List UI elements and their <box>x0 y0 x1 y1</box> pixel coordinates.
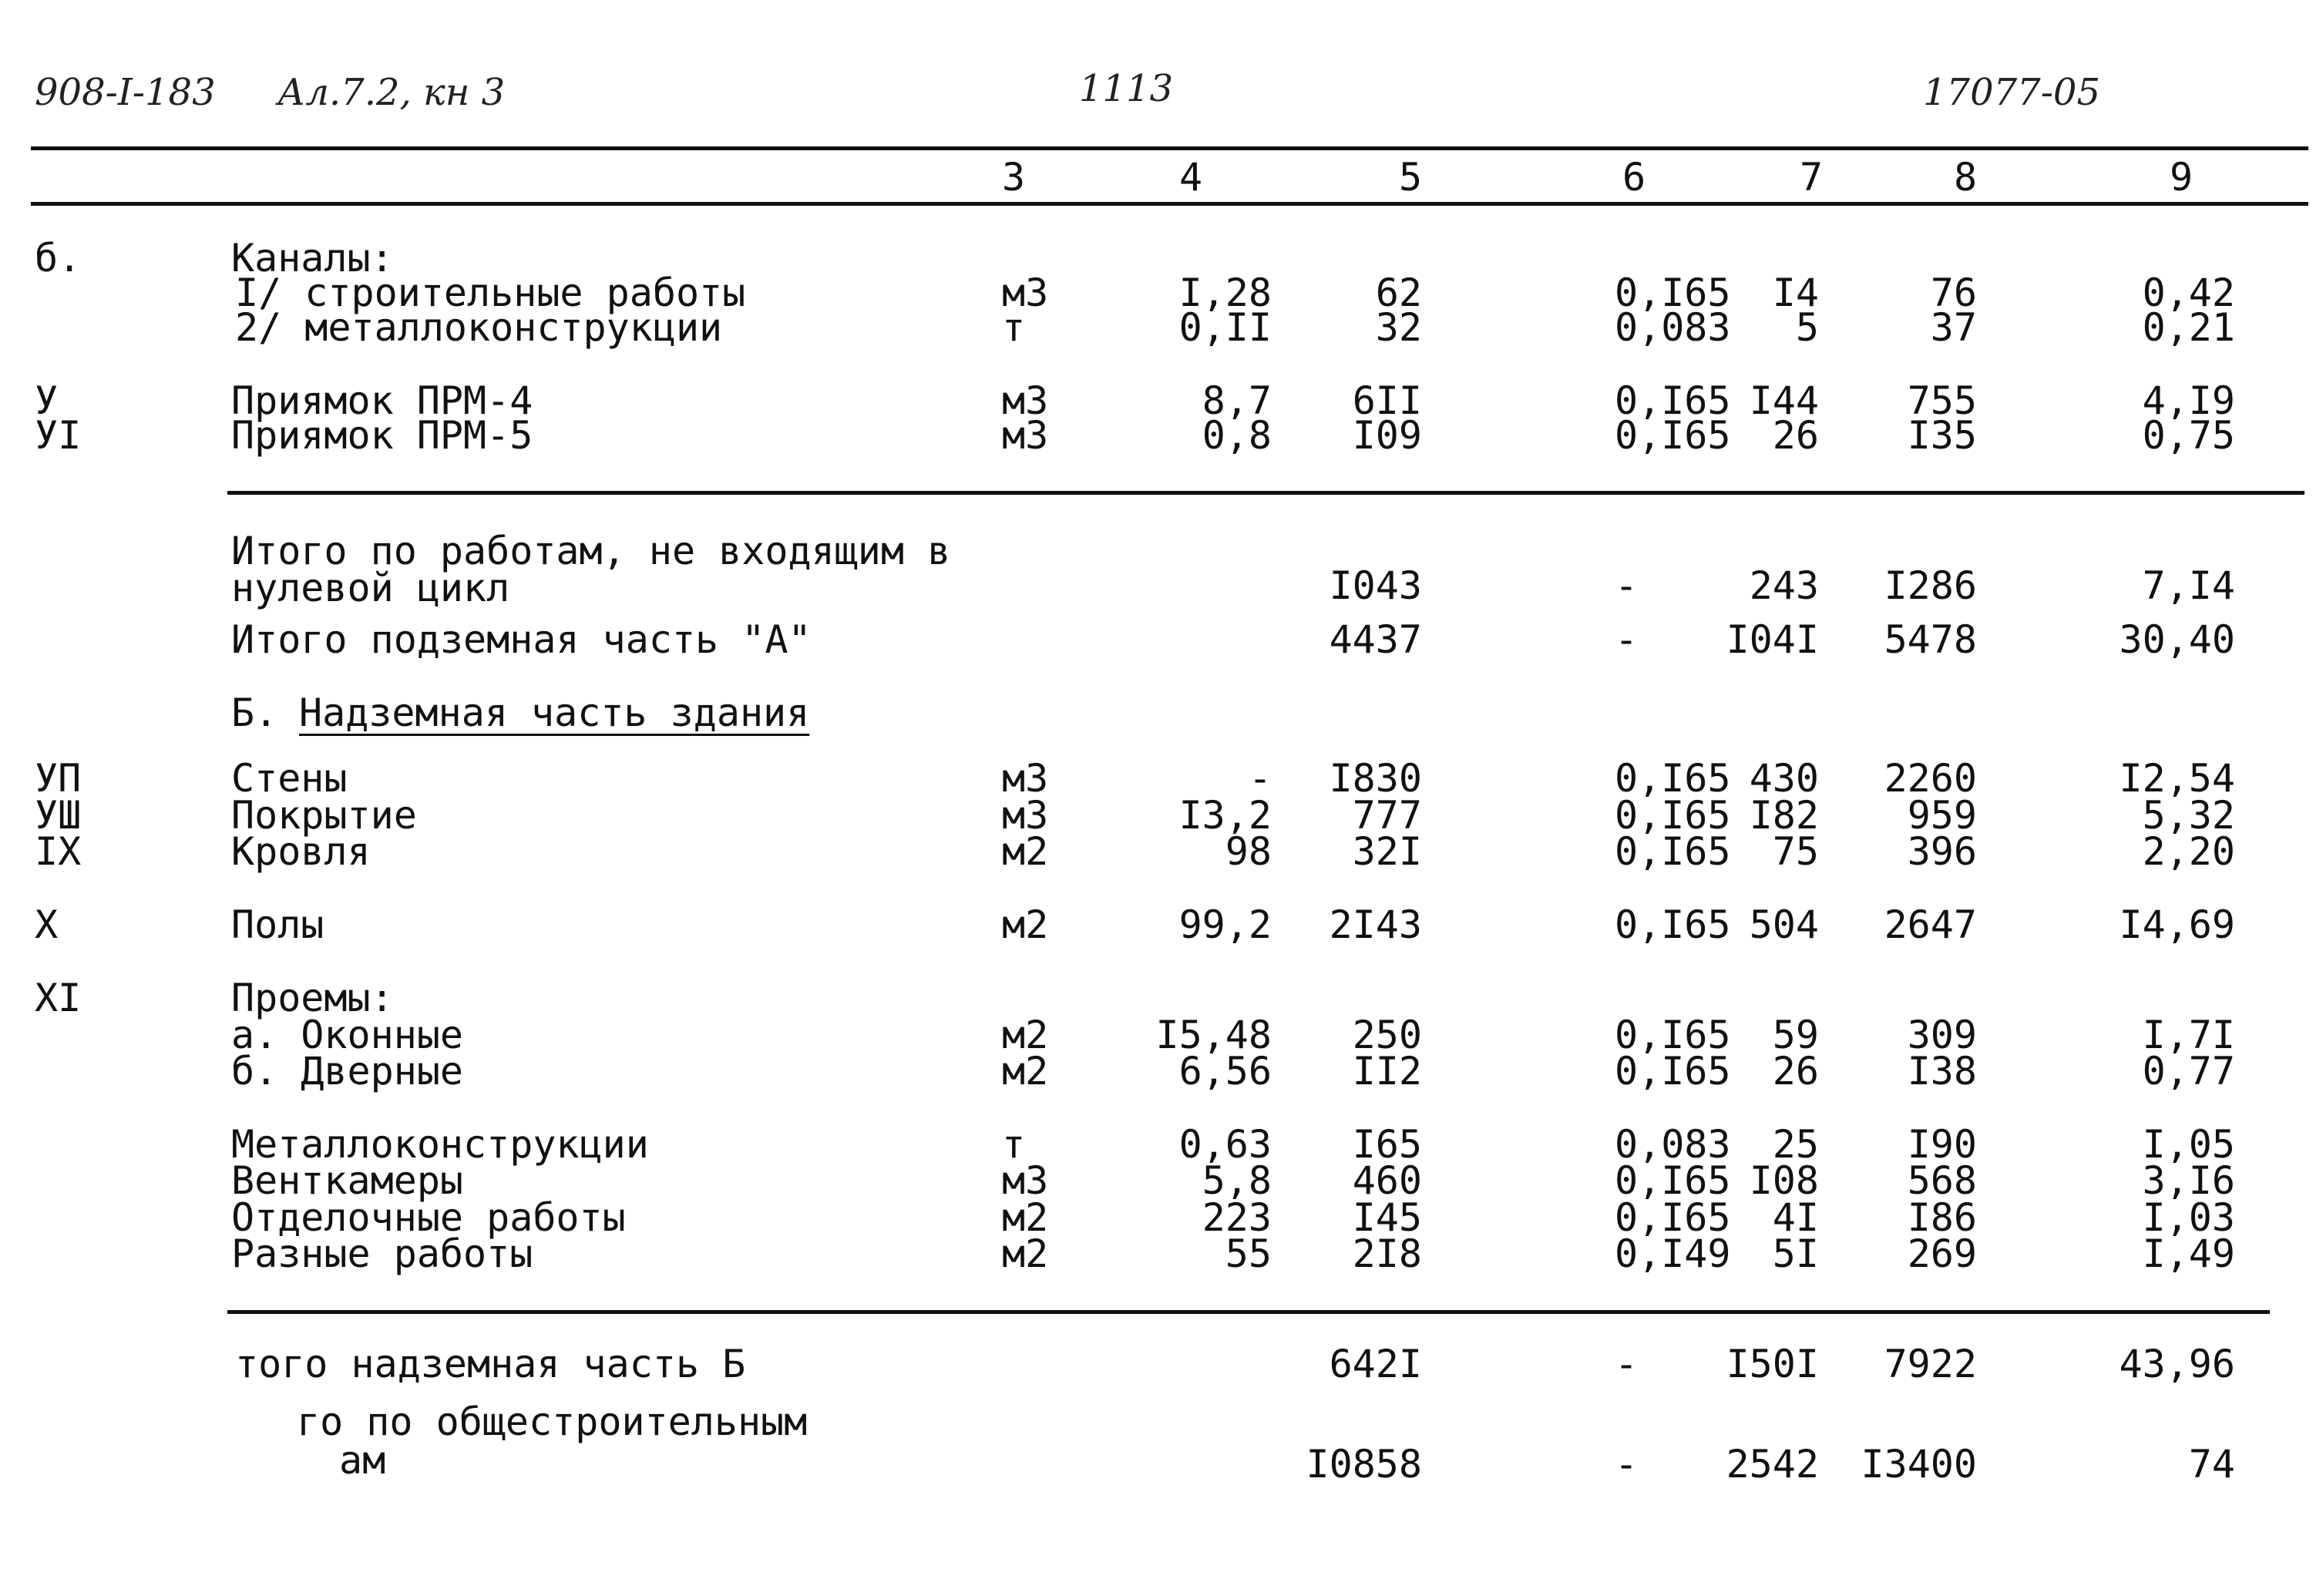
work-name: Проемы: <box>231 976 394 1020</box>
work-name: Металлоконструкции <box>231 1122 649 1167</box>
quantity: 8,7 <box>1202 378 1272 423</box>
cost: 2I43 <box>1329 902 1422 947</box>
total-value-6: - <box>1615 1342 1639 1386</box>
value-7: 5I <box>1772 1231 1819 1276</box>
unit: м3 <box>1002 413 1049 458</box>
total-value-6: - <box>1615 1442 1639 1487</box>
value-9: 4,I9 <box>2142 378 2235 423</box>
work-name: Отделочные работы <box>231 1195 626 1240</box>
work-name: Полы <box>231 902 324 947</box>
value-9: I,05 <box>2142 1122 2235 1167</box>
value-7: 26 <box>1772 1049 1819 1094</box>
value-8: 269 <box>1907 1231 1977 1276</box>
value-8: 568 <box>1907 1158 1977 1203</box>
quantity: 0,II <box>1178 305 1272 350</box>
cost: 777 <box>1352 793 1422 838</box>
unit: м3 <box>1002 756 1049 801</box>
work-name: а. Оконные <box>231 1013 464 1057</box>
value-7: I82 <box>1749 793 1819 838</box>
total-value-9: 30,40 <box>2119 617 2235 662</box>
row-number: УШ <box>35 793 82 838</box>
value-7: 75 <box>1772 829 1819 874</box>
value-7: I44 <box>1749 378 1819 423</box>
coefficient: 0,I65 <box>1615 793 1731 838</box>
value-9: 0,77 <box>2142 1049 2235 1094</box>
cost: I65 <box>1352 1122 1422 1167</box>
total-value-7: I04I <box>1726 617 1819 662</box>
quantity: 98 <box>1225 829 1272 874</box>
total-value-9: 7,I4 <box>2142 563 2235 608</box>
value-8: I86 <box>1907 1195 1977 1240</box>
cost: 32I <box>1352 829 1422 874</box>
work-name: Разные работы <box>231 1231 533 1276</box>
doc-code: 908-I-183 <box>35 71 216 114</box>
value-9: I,03 <box>2142 1195 2235 1240</box>
quantity: 6,56 <box>1178 1049 1272 1094</box>
value-7: I08 <box>1749 1158 1819 1203</box>
work-name: Приямок ПРМ-5 <box>231 413 533 458</box>
col-header-6: 6 <box>1622 155 1646 200</box>
value-7: 504 <box>1749 902 1819 947</box>
total-value-9: 74 <box>2188 1442 2235 1487</box>
value-8: 755 <box>1907 378 1977 423</box>
value-8: 2260 <box>1884 756 1977 801</box>
row-number: б. <box>35 236 82 281</box>
work-name: 2/ металлоконструкции <box>235 305 723 350</box>
unit: м2 <box>1002 1195 1049 1240</box>
value-7: I4 <box>1772 270 1819 315</box>
quantity: 0,8 <box>1202 413 1272 458</box>
work-name: Венткамеры <box>231 1158 464 1203</box>
value-9: 0,75 <box>2142 413 2235 458</box>
cost: 2I8 <box>1352 1231 1422 1276</box>
value-9: I2,54 <box>2119 756 2235 801</box>
coefficient: 0,I65 <box>1615 1195 1731 1240</box>
coefficient: 0,083 <box>1615 1122 1731 1167</box>
value-9: I4,69 <box>2119 902 2235 947</box>
total-value-8: 5478 <box>1884 617 1977 662</box>
unit: м2 <box>1002 1049 1049 1094</box>
work-name: Покрытие <box>231 793 417 838</box>
album-ref: Ал.7.2, кн 3 <box>277 71 506 114</box>
coefficient: 0,I65 <box>1615 829 1731 874</box>
quantity: 5,8 <box>1202 1158 1272 1203</box>
unit: м2 <box>1002 1231 1049 1276</box>
row-number: У <box>35 378 59 423</box>
row-number: X <box>35 902 59 947</box>
cost: I45 <box>1352 1195 1422 1240</box>
section-prefix: Б. <box>231 690 278 735</box>
value-8: 37 <box>1930 305 1977 350</box>
work-name: Приямок ПРМ-4 <box>231 378 533 423</box>
row-number: IX <box>35 829 82 874</box>
header-bottom-rule <box>31 202 2308 206</box>
coefficient: 0,I65 <box>1615 1013 1731 1057</box>
quantity: - <box>1248 756 1272 801</box>
quantity: 223 <box>1202 1195 1272 1240</box>
value-7: 26 <box>1772 413 1819 458</box>
value-7: 25 <box>1772 1122 1819 1167</box>
value-8: 2647 <box>1884 902 1977 947</box>
work-name: Стены <box>231 756 348 801</box>
section-a-rule <box>227 491 2305 495</box>
total-value-6: - <box>1615 617 1639 662</box>
coefficient: 0,I65 <box>1615 1049 1731 1094</box>
section-title: Надземная часть здания <box>299 690 810 735</box>
value-9: I,7I <box>2142 1013 2235 1057</box>
row-number: УП <box>35 756 82 801</box>
total-value-5: 642I <box>1329 1342 1422 1386</box>
value-8: I38 <box>1907 1049 1977 1094</box>
total-value-5: I043 <box>1329 563 1422 608</box>
total-label: того надземная часть Б <box>235 1342 746 1386</box>
quantity: 0,63 <box>1178 1122 1272 1167</box>
cost: II2 <box>1352 1049 1422 1094</box>
header-top-rule <box>31 146 2308 150</box>
row-number: УI <box>35 413 82 458</box>
coefficient: 0,I49 <box>1615 1231 1731 1276</box>
value-9: 0,42 <box>2142 270 2235 315</box>
value-9: 0,21 <box>2142 305 2235 350</box>
unit: м2 <box>1002 902 1049 947</box>
work-name: Кровля <box>231 829 371 874</box>
unit: м3 <box>1002 270 1049 315</box>
unit: м2 <box>1002 1013 1049 1057</box>
value-8: 396 <box>1907 829 1977 874</box>
cost: I09 <box>1352 413 1422 458</box>
quantity: I,28 <box>1178 270 1272 315</box>
total-value-5: 4437 <box>1329 617 1422 662</box>
col-header-4: 4 <box>1178 155 1203 200</box>
work-name: I/ строительные работы <box>235 270 746 315</box>
unit: м2 <box>1002 829 1049 874</box>
value-8: I90 <box>1907 1122 1977 1167</box>
total-value-9: 43,96 <box>2119 1342 2235 1386</box>
value-7: 4I <box>1772 1195 1819 1240</box>
col-header-5: 5 <box>1398 155 1423 200</box>
cost: 460 <box>1352 1158 1422 1203</box>
coefficient: 0,I65 <box>1615 378 1731 423</box>
total-label: нулевой цикл <box>231 566 510 610</box>
unit: м3 <box>1002 378 1049 423</box>
total-value-6: - <box>1615 563 1639 608</box>
quantity: I3,2 <box>1178 793 1272 838</box>
value-7: 59 <box>1772 1013 1819 1057</box>
cost: I830 <box>1329 756 1422 801</box>
cost: 6II <box>1352 378 1422 423</box>
quantity: I5,48 <box>1155 1013 1272 1057</box>
col-header-9: 9 <box>2169 155 2194 200</box>
quantity: 99,2 <box>1178 902 1272 947</box>
total-label: Итого по работам, не входящим в <box>231 529 951 573</box>
total-value-8: I3400 <box>1861 1442 1977 1487</box>
col-header-7: 7 <box>1799 155 1824 200</box>
quantity: 55 <box>1225 1231 1272 1276</box>
cost: 32 <box>1375 305 1422 350</box>
value-7: 430 <box>1749 756 1819 801</box>
total-label: Итого подземная часть "А" <box>231 617 812 662</box>
value-8: 959 <box>1907 793 1977 838</box>
work-name: б. Дверные <box>231 1049 464 1094</box>
unit: м3 <box>1002 1158 1049 1203</box>
value-9: 3,I6 <box>2142 1158 2235 1203</box>
sheet-mark: 1113 <box>1079 67 1174 110</box>
doc-number: 17077-05 <box>1923 71 2100 114</box>
coefficient: 0,083 <box>1615 305 1731 350</box>
cost: 250 <box>1352 1013 1422 1057</box>
coefficient: 0,I65 <box>1615 413 1731 458</box>
section-b-rule <box>227 1310 2270 1314</box>
value-9: 5,32 <box>2142 793 2235 838</box>
total-value-7: I50I <box>1726 1342 1819 1386</box>
value-8: I35 <box>1907 413 1977 458</box>
total-value-5: I0858 <box>1306 1442 1422 1487</box>
total-value-7: 2542 <box>1726 1442 1819 1487</box>
coefficient: 0,I65 <box>1615 270 1731 315</box>
value-9: 2,20 <box>2142 829 2235 874</box>
coefficient: 0,I65 <box>1615 1158 1731 1203</box>
coefficient: 0,I65 <box>1615 756 1731 801</box>
value-8: 309 <box>1907 1013 1977 1057</box>
unit: м3 <box>1002 793 1049 838</box>
coefficient: 0,I65 <box>1615 902 1731 947</box>
total-value-8: 7922 <box>1884 1342 1977 1386</box>
col-header-8: 8 <box>1953 155 1978 200</box>
cost: 62 <box>1375 270 1422 315</box>
value-9: I,49 <box>2142 1231 2235 1276</box>
total-value-7: 243 <box>1749 563 1819 608</box>
unit: т <box>1002 1122 1026 1167</box>
unit: т <box>1002 305 1026 350</box>
total-value-8: I286 <box>1884 563 1977 608</box>
row-number: XI <box>35 976 82 1020</box>
work-name: Каналы: <box>231 236 394 281</box>
value-8: 76 <box>1930 270 1977 315</box>
total-label: го по общестроительным <box>297 1399 808 1444</box>
total-label: ам <box>339 1438 386 1483</box>
value-7: 5 <box>1795 305 1819 350</box>
col-header-3: 3 <box>1001 155 1026 200</box>
